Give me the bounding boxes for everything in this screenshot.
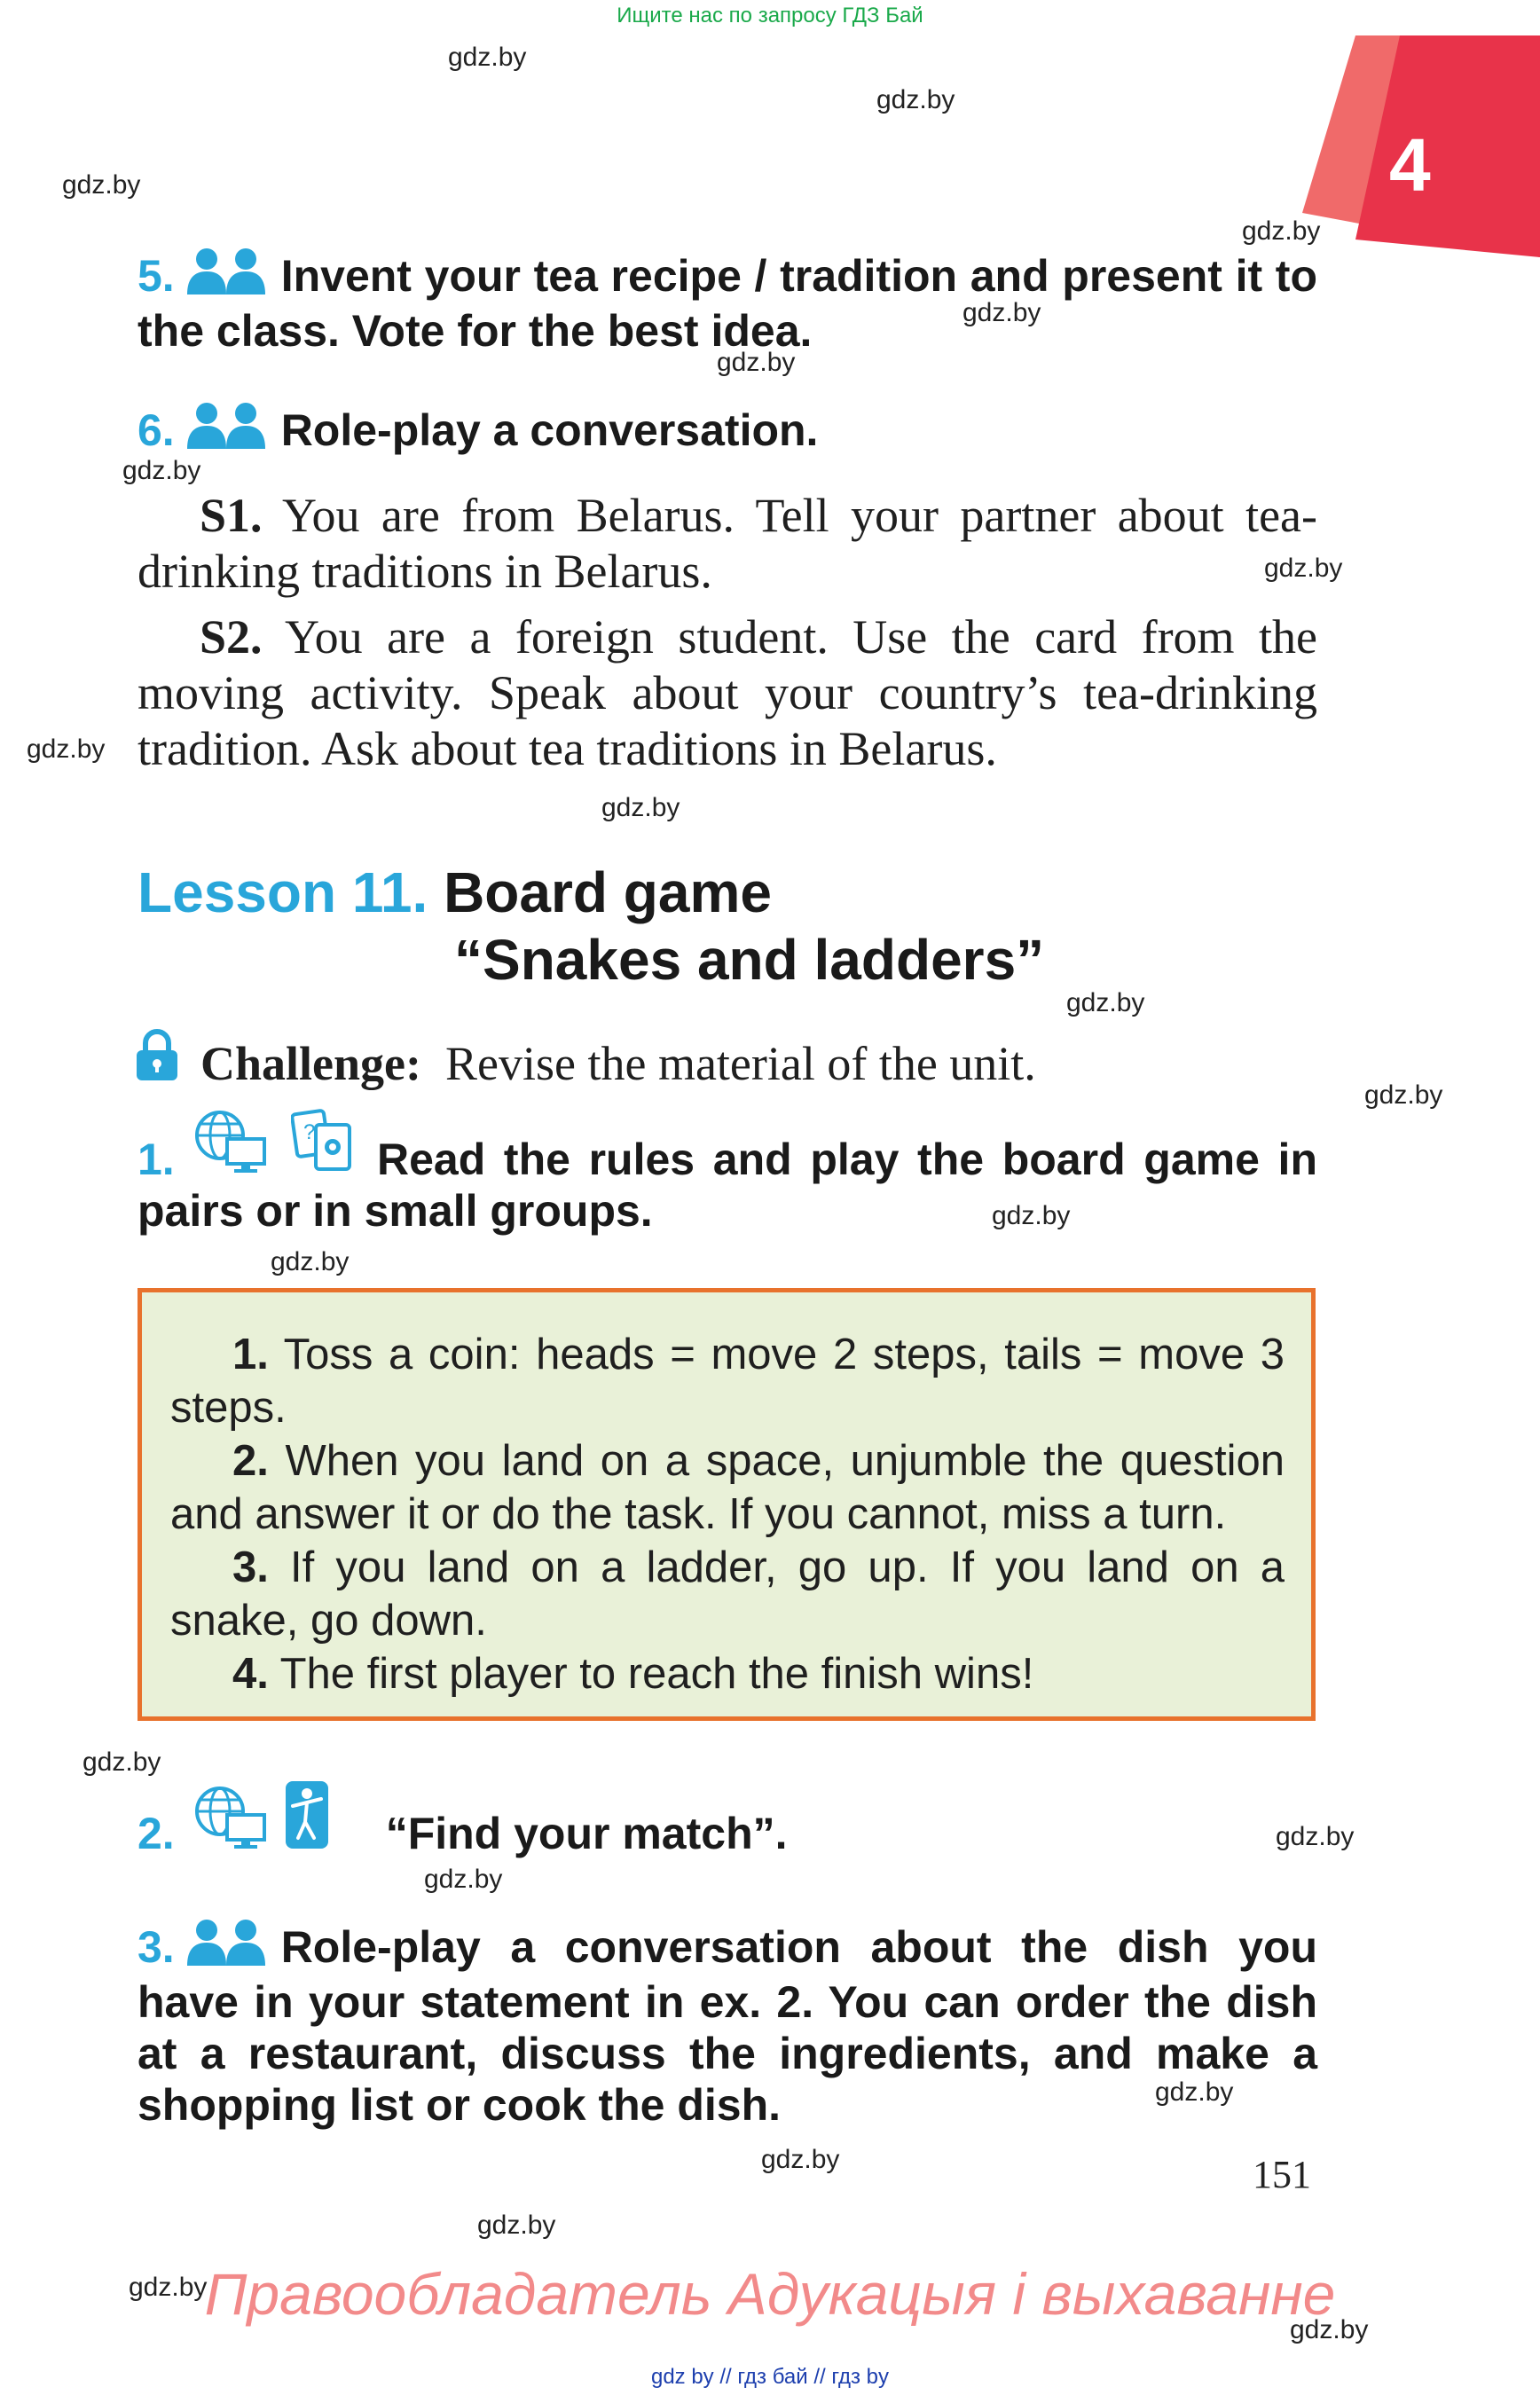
watermark: gdz.by [962,298,1041,327]
task-5 [138,247,1317,357]
role-text: You are a foreign student. Use the card from the moving activity. Speak about your country’s tea-drinking tradition. Ask about tea traditions in Belarus. [138,610,1318,775]
rule-item [170,1434,1285,1541]
watermark: gdz.by [62,170,141,200]
rights-holder: Правообладатель Адукацыя і выхаванне [204,2261,1336,2327]
lesson-title-line1: Board game [444,860,772,924]
role-label: S1. [200,489,263,542]
rule-number: 2. [232,1437,269,1485]
task-number: 5. [138,251,175,301]
watermark: gdz.by [27,734,106,764]
watermark: gdz.by [1066,988,1145,1017]
exercise-3 [138,1918,1317,2131]
rule-text: When you land on a space, unjumble the question and answer it or do the task. If you cannot, miss a turn. [170,1437,1285,1538]
role-s1 [138,488,1317,600]
watermark: gdz.by [448,43,527,72]
lesson-title-line2: “Snakes and ladders” [454,928,1045,992]
pair-work-icon [185,401,267,459]
watermark: gdz.by [82,1747,161,1777]
rule-text: The first player to reach the finish wins! [279,1650,1034,1698]
watermark: gdz.by [477,2211,556,2240]
exercise-text: Read the rules and play the board game in pairs or in small groups. [138,1135,1317,1236]
watermark: gdz.by [1242,216,1321,246]
unit-number: 4 [1389,123,1431,207]
watermark: gdz.by [992,1201,1071,1230]
search-note: Ищите нас по запросу ГДЗ Бай [617,4,923,27]
rule-item [170,1647,1285,1700]
rule-text: If you land on a ladder, go up. If you land on a snake, go down. [170,1543,1285,1645]
watermark: gdz.by [601,793,680,822]
watermark: gdz.by [1290,2315,1369,2344]
rules-box [138,1288,1316,1721]
task-text: Invent your tea recipe / tradition and present it to the class. Vote for the best idea. [138,251,1317,356]
exercise-2 [138,1808,1317,1859]
rule-item [170,1541,1285,1647]
svg-text:?: ? [303,1120,316,1144]
challenge-label: Challenge: [200,1037,421,1090]
page-number: 151 [1253,2153,1311,2196]
role-text: You are from Belarus. Tell your partner about tea-drinking traditions in Belarus. [138,489,1317,598]
role-s2 [138,609,1317,777]
lesson-label: Lesson 11. [138,860,428,924]
watermark: gdz.by [129,2273,208,2302]
watermark: gdz.by [876,85,955,114]
watermark: gdz.by [1364,1080,1443,1110]
pair-work-icon [185,1918,267,1976]
rule-number: 1. [232,1331,269,1378]
watermark: gdz.by [1264,554,1343,583]
pair-work-icon [185,247,267,305]
challenge-text: Revise the material of the unit. [445,1037,1036,1090]
task-text: Role-play a conversation. [280,405,819,455]
task-6 [138,401,1317,459]
exercise-1 [138,1134,1317,1237]
exercise-text: Role-play a conversation about the dish you have in your statement in ex. 2. You can order the dish at a restaurant, discuss the ingredients, and make a shopping list or cook the dish. [138,1922,1317,2130]
role-label: S2. [200,610,263,664]
footer-links[interactable]: gdz by // гдз бай // гдз by [650,2365,890,2389]
exercise-number: 3. [138,1922,175,1972]
watermark: gdz.by [122,456,201,485]
lesson-heading [138,859,772,926]
watermark: gdz.by [271,1247,350,1276]
lock-icon [135,1029,179,1087]
watermark: gdz.by [424,1865,503,1894]
task-number: 6. [138,405,175,455]
watermark: gdz.by [1276,1822,1355,1851]
exercise-number: 1. [138,1135,175,1184]
rule-item [170,1328,1285,1434]
watermark: gdz.by [761,2145,840,2174]
watermark: gdz.by [717,348,796,377]
watermark: gdz.by [1155,2077,1234,2107]
exercise-text: “Find your match”. [385,1809,788,1858]
rule-number: 3. [232,1543,269,1591]
rule-number: 4. [232,1650,269,1698]
exercise-number: 2. [138,1809,175,1858]
challenge [200,1036,1036,1092]
rule-text: Toss a coin: heads = move 2 steps, tails = move 3 steps. [170,1331,1285,1432]
